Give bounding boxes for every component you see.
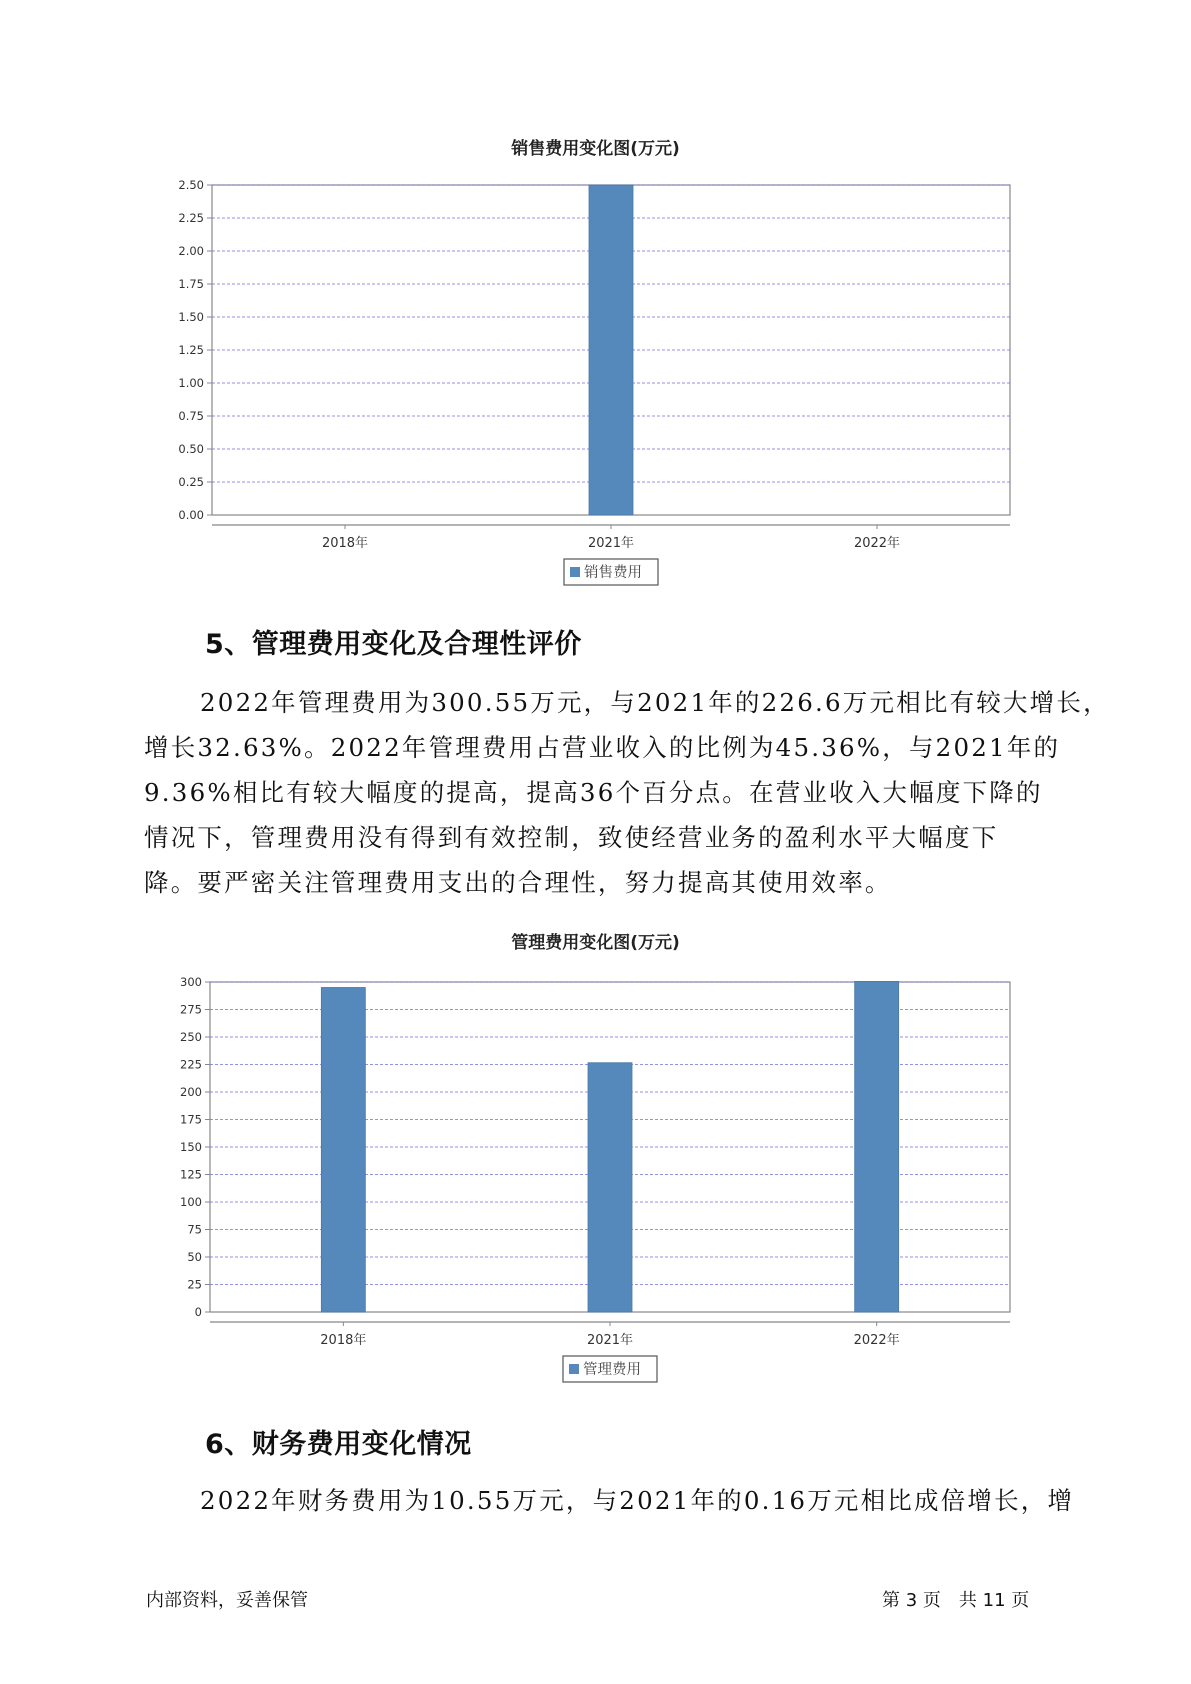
y-tick-label: 150 xyxy=(180,1140,202,1154)
y-tick-label: 1.00 xyxy=(178,376,204,390)
x-tick-label: 2021年 xyxy=(586,1333,634,1348)
paragraph-line: 9.36%相比有较大幅度的提高，提高36个百分点。在营业收入大幅度下降的 xyxy=(144,778,1043,807)
x-tick-label: 2022年 xyxy=(853,536,901,551)
y-tick-label: 1.50 xyxy=(178,310,204,324)
footer-page-number: 第 3 页 共 11 页 xyxy=(882,1590,1030,1611)
y-tick-label: 175 xyxy=(180,1112,202,1127)
x-tick-label: 2018年 xyxy=(321,536,369,551)
x-tick-label: 2022年 xyxy=(853,1333,900,1348)
bar xyxy=(588,1063,632,1312)
paragraph-line: 2022年管理费用为300.55万元，与2021年的226.6万元相比有较大增长， xyxy=(200,688,1110,717)
y-tick-label: 275 xyxy=(180,1002,202,1017)
paragraph-line: 增长32.63%。2022年管理费用占营业收入的比例为45.36%，与2021年的 xyxy=(144,733,1061,762)
section6-paragraph xyxy=(144,1478,1074,1523)
y-tick-label: 2.50 xyxy=(178,178,204,192)
y-tick-label: 50 xyxy=(187,1250,202,1264)
y-tick-label: 0.50 xyxy=(178,442,204,456)
section5-heading: 5、管理费用变化及合理性评价 xyxy=(205,629,582,660)
y-tick-label: 75 xyxy=(187,1222,202,1237)
y-tick-label: 2.25 xyxy=(178,211,204,225)
section6-heading: 6、财务费用变化情况 xyxy=(205,1429,472,1460)
bar xyxy=(321,988,365,1313)
bar xyxy=(855,981,899,1312)
y-tick-label: 0.75 xyxy=(178,409,204,423)
y-tick-label: 0.00 xyxy=(178,508,204,522)
y-tick-label: 2.00 xyxy=(178,244,204,258)
y-tick-label: 300 xyxy=(180,975,202,989)
y-tick-label: 1.25 xyxy=(178,343,204,357)
x-tick-label: 2021年 xyxy=(587,536,635,551)
legend-label: 销售费用 xyxy=(584,565,642,581)
y-tick-label: 25 xyxy=(187,1277,202,1292)
y-tick-label: 100 xyxy=(180,1195,202,1209)
chart1-title: 销售费用变化图(万元) xyxy=(511,139,680,159)
legend-label: 管理费用 xyxy=(583,1362,641,1378)
chart2-title: 管理费用变化图(万元) xyxy=(511,933,680,953)
footer-confidential-note: 内部资料，妥善保管 xyxy=(146,1590,308,1611)
paragraph-line: 2022年财务费用为10.55万元，与2021年的0.16万元相比成倍增长，增 xyxy=(200,1486,1075,1515)
legend-swatch xyxy=(569,1364,579,1374)
y-tick-label: 0 xyxy=(194,1305,202,1319)
y-tick-label: 1.75 xyxy=(178,277,204,291)
y-tick-label: 250 xyxy=(180,1030,202,1044)
y-tick-label: 125 xyxy=(180,1167,202,1182)
y-tick-label: 0.25 xyxy=(178,475,204,489)
y-tick-label: 200 xyxy=(180,1085,202,1099)
paragraph-line: 情况下，管理费用没有得到有效控制，致使经营业务的盈利水平大幅度下 xyxy=(144,823,999,852)
paragraph-line: 降。要严密关注管理费用支出的合理性，努力提高其使用效率。 xyxy=(144,868,892,897)
x-tick-label: 2018年 xyxy=(320,1333,367,1348)
y-tick-label: 225 xyxy=(180,1057,202,1072)
